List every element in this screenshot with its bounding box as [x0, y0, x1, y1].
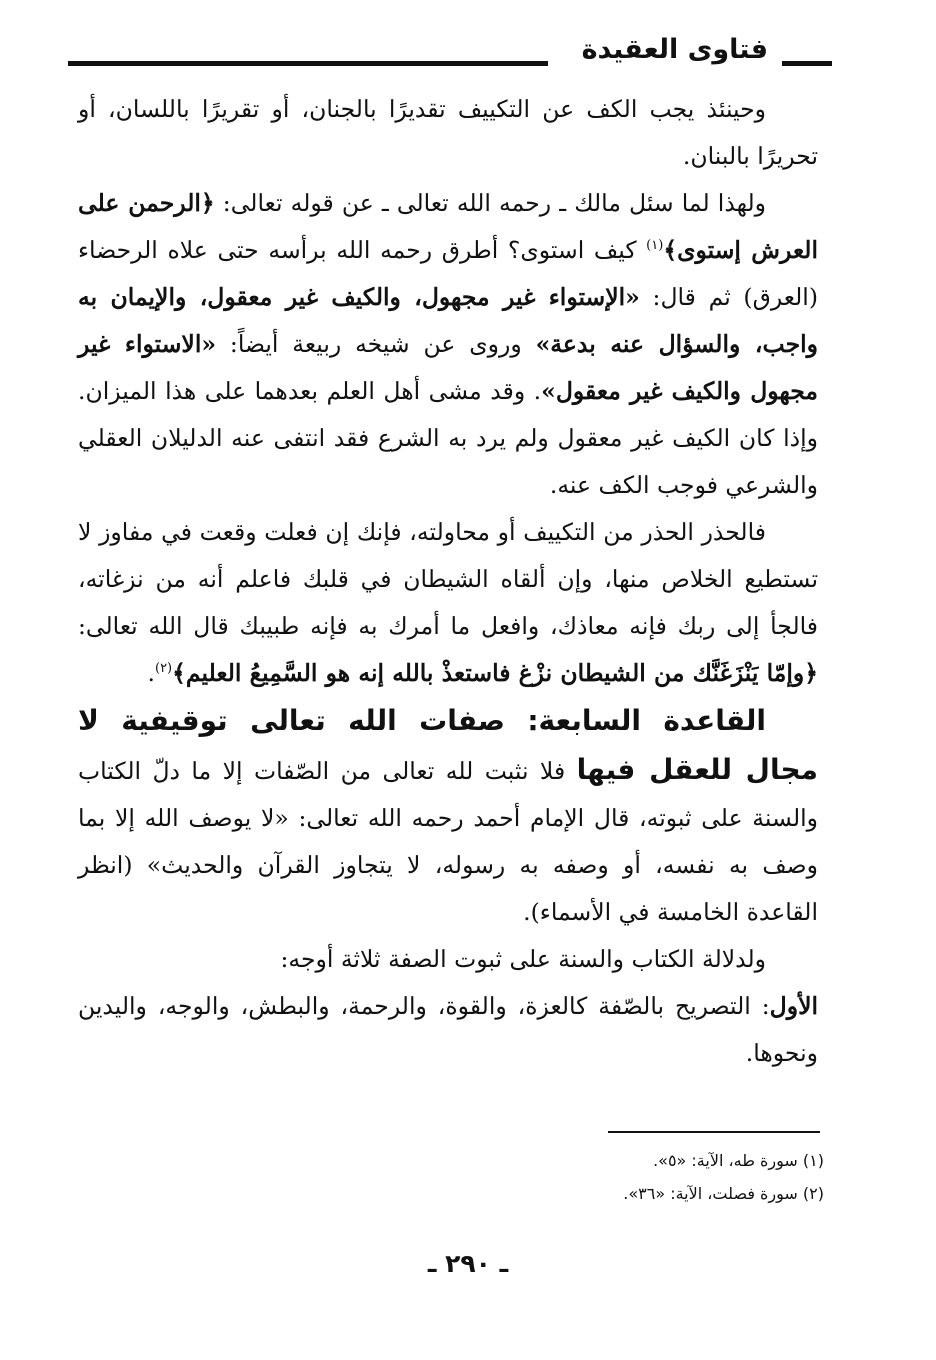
paragraph-3-end: .	[147, 659, 155, 687]
quran-verse-2: ﴿وإمّا يَنْزَغَنَّك من الشيطان نزْغ فاستعذْ بالله إنه هو السَّمِيعُ العليم﴾	[172, 659, 818, 687]
paragraph-2-text-b: كيف استوى؟ أطرق رحمه الله برأسه حتى علاه الرحضاء (العرق) ثم قال:	[78, 236, 818, 311]
rule-seven-text: فلا نثبت لله تعالى من الصّفات إلا ما دلّ الكتاب والسنة على ثبوته، قال الإمام أحمد رحمه الله تعالى: «لا يوصف الله إلا بما وصف به نفسه، أو وصفه به رسوله، لا يتجاوز القرآن والحديث» (انظر القاعدة الخامسة في الأسماء).	[78, 757, 818, 926]
footnote-2: (٢) سورة فصلت، الآية: «٣٦».	[623, 1184, 824, 1203]
footnote-ref-1: (١)	[646, 238, 664, 254]
paragraph-2-text-d: . وقد مشى أهل العلم بعدهما على هذا الميزان. وإذا كان الكيف غير معقول ولم يرد به الشرع فقد انتفى عنه الدليلان العقلي والشرعي فوجب الكف عنه.	[78, 377, 818, 499]
first-aspect-text: : التصريح بالصّفة كالعزة، والقوة، والرحمة، والبطش، والوجه، واليدين ونحوها.	[78, 992, 818, 1067]
paragraph-3	[78, 509, 818, 697]
paragraph-1: وحينئذ يجب الكف عن التكييف تقديرًا بالجنان، أو تقريرًا باللسان، أو تحريرًا بالبنان.	[78, 95, 818, 170]
footnotes	[400, 1144, 824, 1210]
header-rule-long	[68, 61, 548, 66]
paragraph-5: ولدلالة الكتاب والسنة على ثبوت الصفة ثلاثة أوجه:	[280, 945, 766, 973]
paragraph-2-text-c: وروى عن شيخه ربيعة أيضاً:	[216, 330, 536, 358]
rabia-quote: «الاستواء غير مجهول والكيف غير معقول»	[78, 330, 818, 405]
quran-verse-1: ﴿الرحمن على العرش إستوى﴾	[78, 189, 818, 264]
running-header	[68, 30, 832, 74]
page-number: ـ ٢٩٠ ـ	[427, 1249, 509, 1278]
rule-seven-paragraph	[78, 697, 818, 936]
rule-seven-heading: القاعدة السابعة: صفات الله تعالى توقيفية لا مجال للعقل فيها	[78, 704, 818, 786]
paragraph-2-text-a: ولهذا لما سئل مالك ـ رحمه الله تعالى ـ عن قوله تعالى:	[214, 189, 766, 217]
footnote-1: (١) سورة طه، الآية: «٥».	[653, 1151, 824, 1170]
first-aspect	[78, 983, 818, 1077]
footnote-ref-2: (٢)	[154, 661, 173, 677]
footnote-separator	[608, 1131, 820, 1133]
paragraph-3-text-a: فالحذر الحذر من التكييف أو محاولته، فإنك إن فعلت وقعت في مفاوز لا تستطيع الخلاص منها، وإن ألقاه الشيطان في قلبك فاعلم أنه من نزغاته، فالجأ إلى ربك فإنه معاذك، وافعل ما أمرك به فإنه طبيبك قال الله تعالى:	[78, 518, 818, 640]
main-text	[78, 86, 818, 1077]
header-title: فتاوى العقيدة	[581, 34, 768, 65]
paragraph-2	[78, 180, 818, 509]
first-aspect-label: الأول	[769, 992, 818, 1020]
header-rule-short	[782, 61, 832, 66]
malik-quote: «الإستواء غير مجهول، والكيف غير معقول، والإيمان به واجب، والسؤال عنه بدعة»	[78, 283, 818, 358]
